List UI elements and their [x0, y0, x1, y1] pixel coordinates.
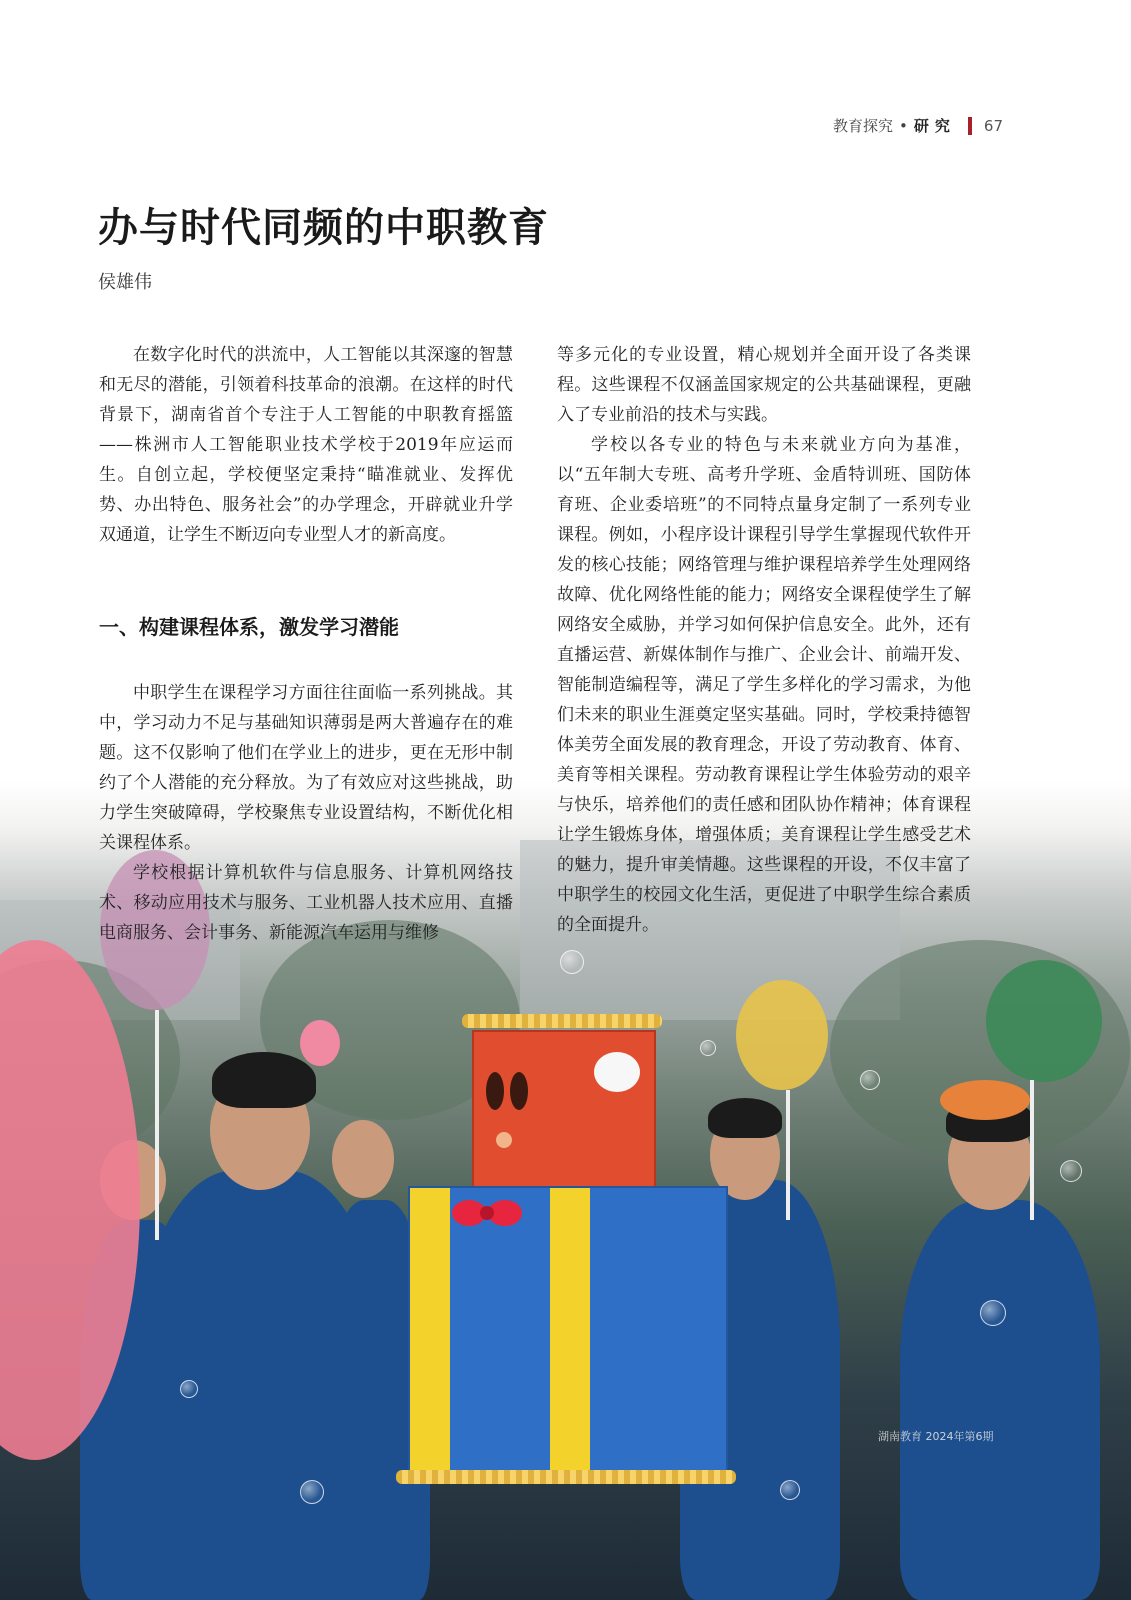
journal-name: 湖南教育 — [878, 1430, 922, 1443]
section-name: 教育探究 — [833, 117, 894, 135]
student-hair — [212, 1052, 316, 1108]
robot-base-tinsel — [396, 1470, 736, 1484]
body-paragraph: 学校以各专业的特色与未来就业方向为基准，以“五年制大专班、高考升学班、金盾特训班、国防体育班、企业委培班”的不同特点量身定制了一系列专业课程。例如，小程序设计课程引导学生掌握现代软件开发的核心技能；网络管理与维护课程培养学生处理网络故障、优化网络性能的能力；网络安全课程使学生了解网络安全威胁，并学习如何保护信息安全。此外，还有直播运营、新媒体制作与推广、企业会计、前端开发、智能制造编程等，满足了学生多样化的学习需求，为他们未来的职业生涯奠定坚实基础。同时，学校秉持德智体美劳全面发展的教育理念，开设了劳动教育、体育、美育等相关课程。劳动教育课程让学生体验劳动的艰辛与快乐，培养他们的责任感和团队协作精神；体育课程让学生锻炼身体，增强体质；美育课程让学生感受艺术的魅力，提升审美情趣。这些课程的开设，不仅丰富了中职学生的校园文化生活，更促进了中职学生综合素质的全面提升。 — [557, 435, 971, 935]
robot-eye — [510, 1072, 528, 1110]
yellow-balloon — [736, 980, 828, 1090]
running-head — [833, 115, 1003, 136]
balloon-stick — [786, 1090, 790, 1220]
green-balloon — [986, 960, 1102, 1082]
soap-bubble — [980, 1300, 1006, 1326]
journal-issue: 2024年第6期 — [925, 1430, 994, 1443]
soap-bubble — [560, 950, 584, 974]
student — [900, 1200, 1100, 1600]
robot-eye — [486, 1072, 504, 1110]
soap-bubble — [860, 1070, 880, 1090]
soap-bubble — [780, 1480, 800, 1500]
left-column — [99, 340, 513, 948]
robot-antenna-tinsel — [462, 1014, 662, 1028]
accent-bar — [968, 117, 972, 135]
header-dot: • — [899, 116, 908, 135]
body-paragraph: 学校根据计算机软件与信息服务、计算机网络技术、移动应用技术与服务、工业机器人技术应用、直播电商服务、会计事务、新能源汽车运用与维修 — [99, 863, 513, 943]
column-name: 研究 — [913, 117, 956, 135]
orange-headband — [940, 1080, 1030, 1120]
balloon-stick — [155, 1010, 159, 1240]
continued-paragraph: 等多元化的专业设置，精心规划并全面开设了各类课程。这些课程不仅涵盖国家规定的公共基础课程，更融入了专业前沿的技术与实践。 — [557, 345, 971, 425]
robot-stripe — [410, 1188, 450, 1478]
article-title: 办与时代同频的中职教育 — [98, 205, 549, 251]
intro-paragraph: 在数字化时代的洪流中，人工智能以其深邃的智慧和无尽的潜能，引领着科技革命的浪潮。在这样的时代背景下，湖南省首个专注于人工智能的中职教育摇篮——株洲市人工智能职业技术学校于2019年应运而生。自创立起，学校便坚定秉持“瞄准就业、发挥优势、办出特色、服务社会”的办学理念，开辟就业升学双通道，让学生不断迈向专业型人才的新高度。 — [99, 345, 513, 545]
red-bow — [452, 1190, 522, 1250]
right-column — [557, 340, 971, 940]
robot-stripe — [550, 1188, 590, 1478]
pink-headband — [300, 1020, 340, 1066]
soap-bubble — [700, 1040, 716, 1056]
journal-footer — [878, 1428, 994, 1444]
soap-bubble — [1060, 1160, 1082, 1182]
spacer — [99, 642, 513, 678]
student-hair — [708, 1098, 782, 1138]
balloon-stick — [1030, 1080, 1034, 1220]
soap-bubble — [300, 1480, 324, 1504]
article-author: 侯雄伟 — [98, 272, 152, 293]
page-number: 67 — [983, 116, 1003, 135]
section-heading: 一、构建课程体系，激发学习潜能 — [99, 615, 399, 639]
soap-bubble — [180, 1380, 198, 1398]
student-face — [332, 1120, 394, 1198]
robot-mouth — [496, 1132, 512, 1148]
spacer — [99, 550, 513, 612]
bow-knot — [480, 1206, 494, 1220]
body-paragraph: 中职学生在课程学习方面往往面临一系列挑战。其中，学习动力不足与基础知识薄弱是两大普遍存在的难题。这不仅影响了他们在学业上的进步，更在无形中制约了个人潜能的充分释放。为了有效应对这些挑战，助力学生突破障碍，学校聚焦专业设置结构，不断优化相关课程体系。 — [99, 683, 513, 853]
robot-costume-head — [472, 1030, 656, 1194]
robot-cup-ear — [594, 1052, 640, 1092]
